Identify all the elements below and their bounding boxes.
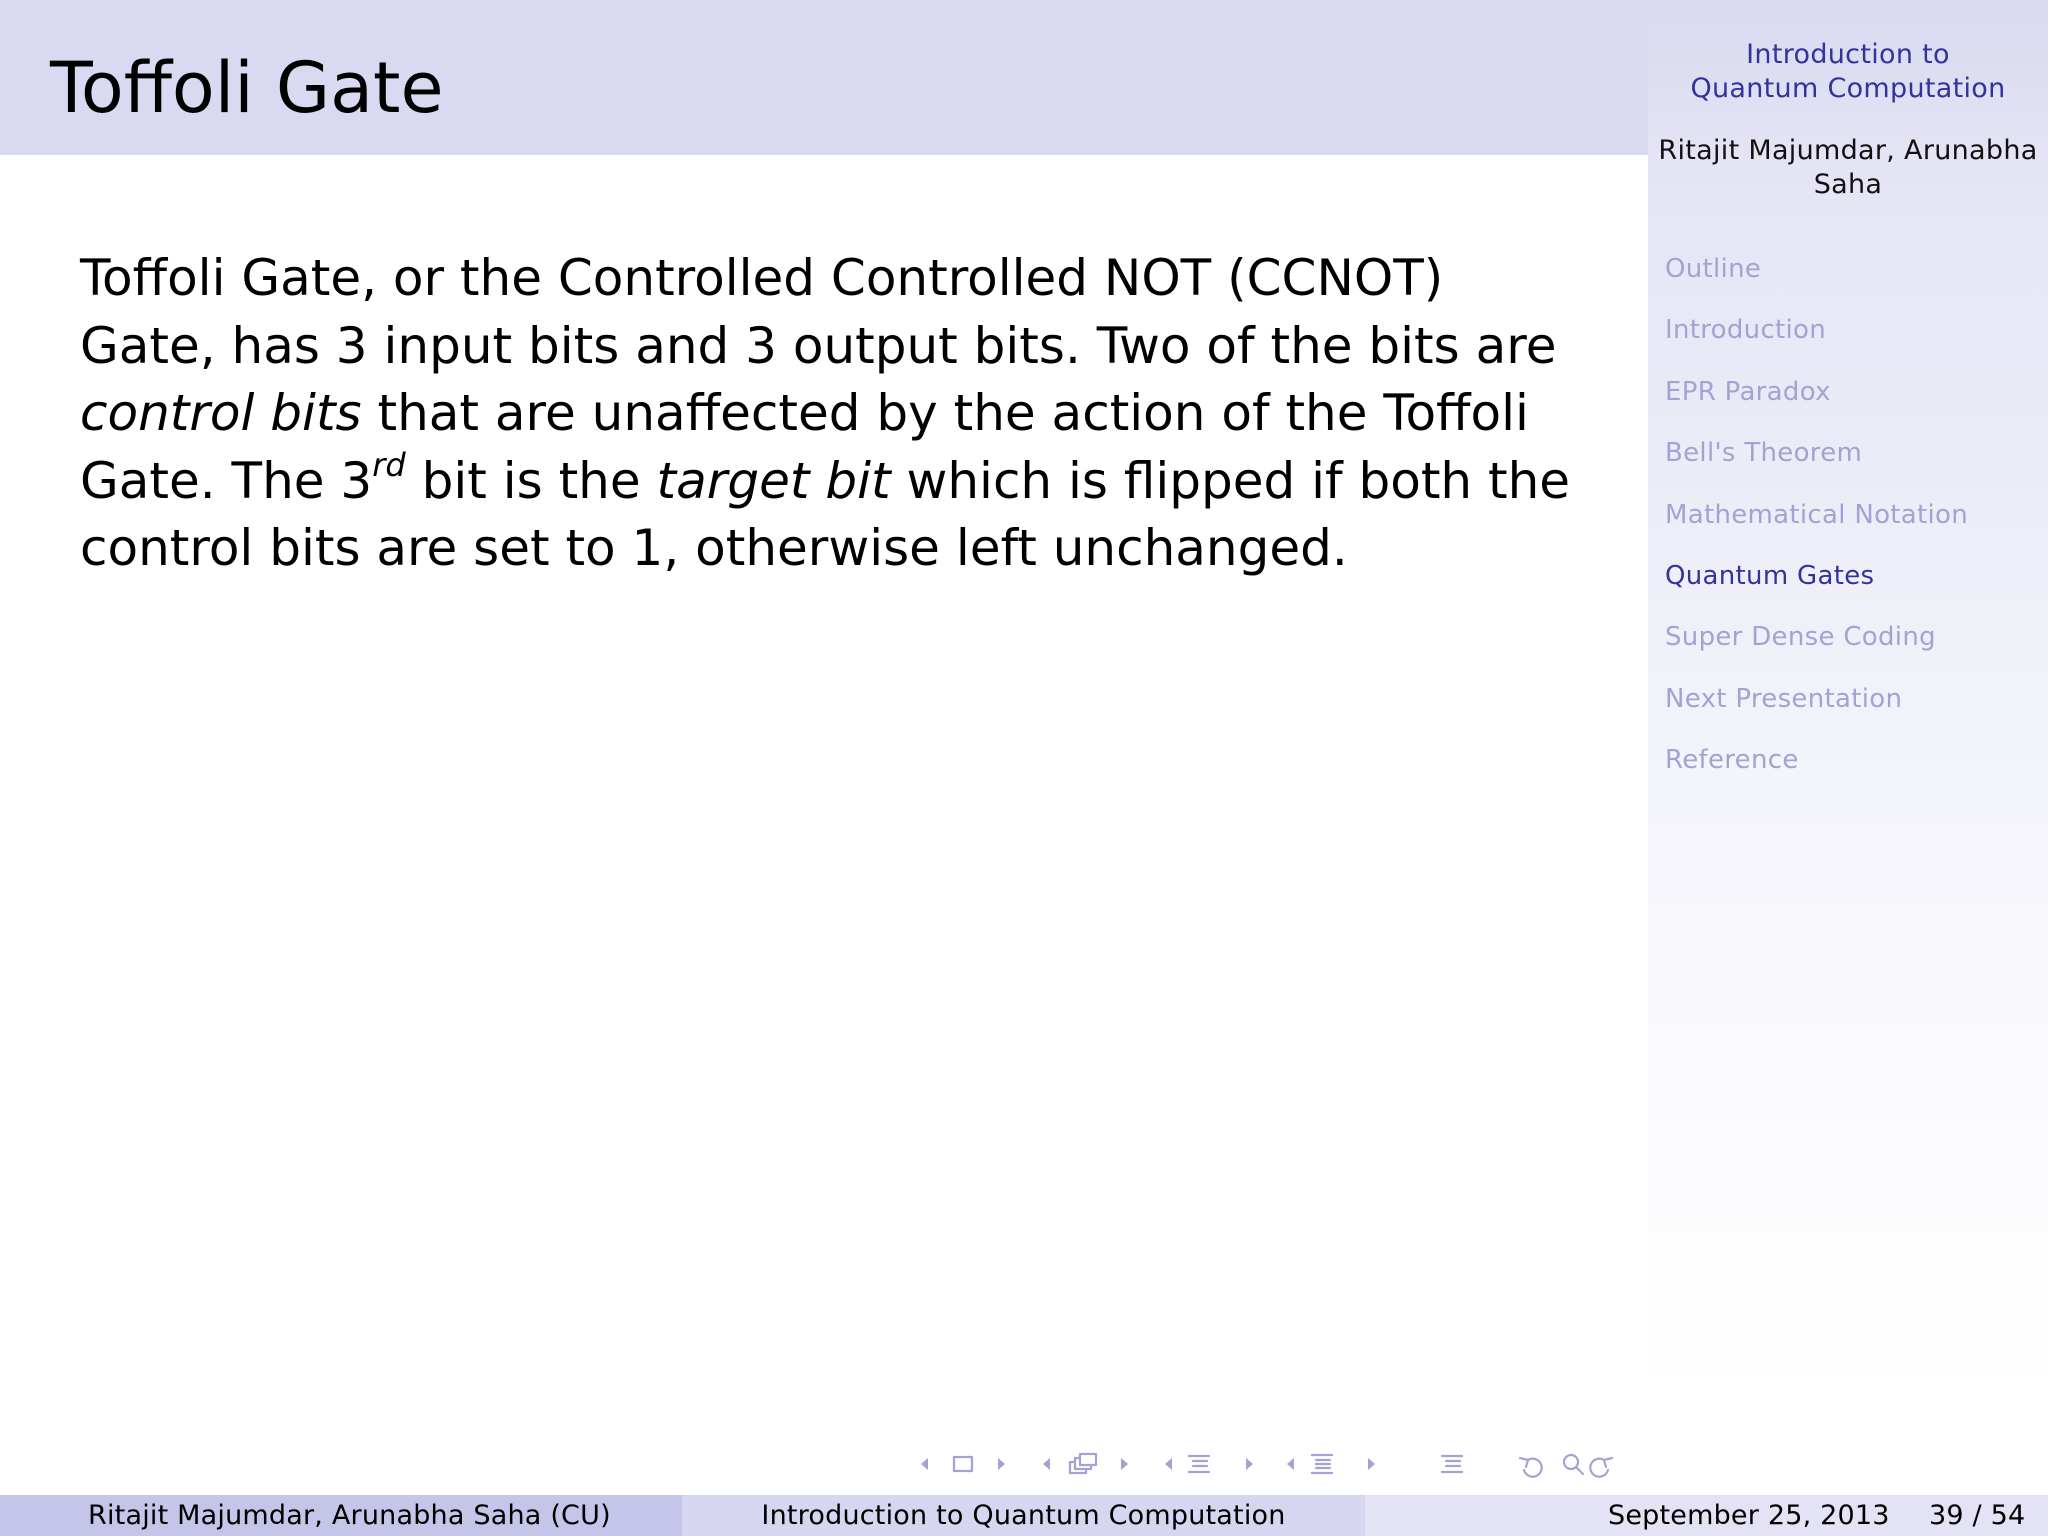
body-text-run: that are unaffected by the action of the Toffoli [361,384,1529,442]
body-line: Gate, has 3 input bits and 3 output bits. Two of the bits are [80,316,1557,375]
target-bit-term: target bit [656,451,891,510]
sidebar-nav [1665,249,1968,802]
next-frame-icon[interactable] [998,1458,1005,1470]
sidebar-item-reference[interactable]: Reference [1665,745,1799,776]
sidebar-item-next-presentation[interactable]: Next Presentation [1665,683,1903,714]
body-text-run: which is flipped if both the [890,451,1571,510]
body-line: control bits are set to 1, otherwise left unchanged. [80,519,1348,577]
frame-title: Toffoli Gate [50,47,444,129]
sidebar-item-mathematical-notation[interactable]: Mathematical Notation [1665,499,1969,530]
ordinal-suffix: rd [372,445,406,484]
prev-subsection-icon[interactable] [1043,1458,1050,1470]
document-icon[interactable] [1442,1456,1462,1472]
sidebar-item-epr-paradox[interactable]: EPR Paradox [1665,376,1831,407]
navigation-symbols [916,1446,1636,1482]
sidebar-presentation-title[interactable]: Introduction to Quantum Computation [1690,39,2006,104]
footer-authors-cell [0,1495,682,1536]
footer-right-cell [1365,1495,2048,1536]
body-line: Toffoli Gate, or the Controlled Controlled NOT (CCNOT) [80,249,1444,307]
prev-section-icon[interactable] [1165,1458,1172,1470]
body-text [80,245,1620,583]
sidebar-item-bells-theorem[interactable]: Bell's Theorem [1665,438,1863,469]
frame-icon[interactable] [954,1457,972,1471]
footer-page-number: 39 / 54 [1929,1500,2026,1531]
control-bits-term: control bits [80,384,362,442]
presentation-icon[interactable] [1312,1455,1332,1473]
footer [0,1495,2048,1536]
body-text-run: bit is the [405,451,657,510]
prev-presentation-icon[interactable] [1287,1458,1294,1470]
footer-title: Introduction to Quantum Computation [682,1495,1365,1536]
sidebar-item-introduction[interactable]: Introduction [1665,315,1827,346]
next-presentation-icon[interactable] [1368,1458,1375,1470]
undo-icon[interactable] [1520,1458,1542,1477]
search-icon[interactable] [1564,1455,1583,1474]
body-text-run: Gate. The 3 [80,451,373,510]
sidebar-item-super-dense-coding[interactable]: Super Dense Coding [1665,622,1936,653]
next-section-icon[interactable] [1246,1458,1253,1470]
body-line [80,380,1620,448]
subsection-icon[interactable] [1070,1454,1096,1473]
sidebar-item-outline[interactable]: Outline [1665,254,1762,284]
sidebar-authors: Ritajit Majumdar, Arunabha Saha [1658,135,2038,200]
section-icon[interactable] [1189,1456,1209,1472]
footer-authors: Ritajit Majumdar, Arunabha Saha (CU) [88,1500,611,1531]
body-line [80,445,1620,516]
prev-frame-icon[interactable] [921,1458,928,1470]
redo-icon[interactable] [1590,1458,1612,1477]
sidebar-item-quantum-gates[interactable]: Quantum Gates [1665,560,1875,591]
footer-date: September 25, 2013 [1608,1500,1890,1531]
next-subsection-icon[interactable] [1121,1458,1128,1470]
